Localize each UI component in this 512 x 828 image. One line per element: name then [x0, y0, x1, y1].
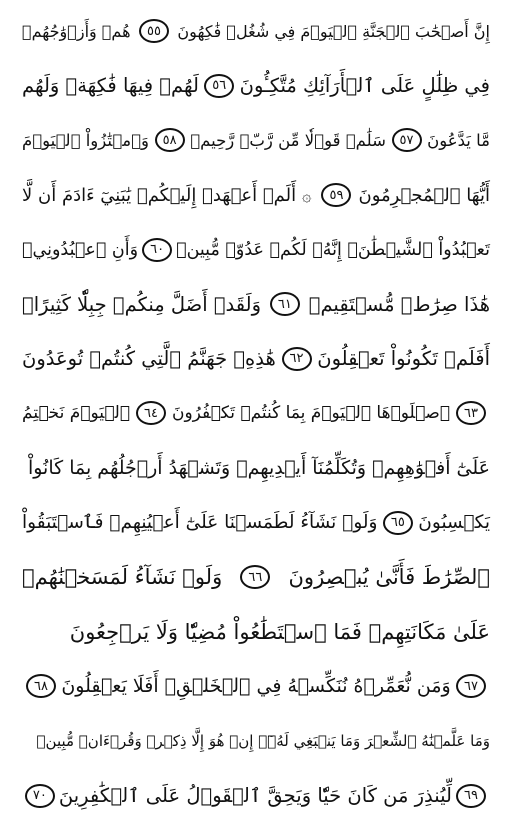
- verse-line: [22, 222, 490, 277]
- verse-line: [22, 768, 490, 823]
- verse-text: مَّا يَدَّعُونَ: [427, 130, 490, 150]
- verse-line: [22, 113, 490, 168]
- verse-text: وَلَوۡ نَشَآءُ لَطَمَسۡنَا عَلَىٰٓ أَعۡيُنِهِمۡ فَٱسۡتَبَقُواْ: [22, 512, 378, 534]
- verse-text: إِنَّ أَصۡحَٰبَ ٱلۡجَنَّةِ ٱلۡيَوۡمَ فِي شُغُلٖ فَٰكِهُونَ: [177, 21, 490, 41]
- verse-line: [22, 550, 490, 605]
- ayah-number-marker: ٦٩: [456, 784, 486, 808]
- verse-text: وَأَنِ ٱعۡبُدُونِيۚ: [22, 239, 139, 260]
- verse-text: يَكۡسِبُونَ: [418, 512, 490, 534]
- ayah-number-marker: ٦٥: [383, 511, 413, 535]
- verse-text: وَٱمۡتَٰزُواْ ٱلۡيَوۡمَ: [22, 130, 149, 150]
- ayah-number-marker: ٦٣: [456, 401, 486, 425]
- verse-text: عَلَىٰ مَكَانَتِهِمۡ فَمَا ٱسۡتَطَٰعُواْ مُضِيّٗا وَلَا يَرۡجِعُونَ: [69, 619, 490, 644]
- verse-text: لَهُمۡ فِيهَا فَٰكِهَةٞ وَلَهُم: [22, 74, 199, 98]
- verse-line: [22, 714, 490, 769]
- verse-text: ٱصۡلَوۡهَا ٱلۡيَوۡمَ بِمَا كُنتُمۡ تَكۡفُرُونَ: [171, 403, 451, 424]
- verse-line: [22, 277, 490, 332]
- verse-text: أَلَمۡ أَعۡهَدۡ إِلَيۡكُمۡ يَٰبَنِيٓ ءَادَمَ أَن لَّا: [22, 184, 297, 206]
- verse-line: [22, 332, 490, 387]
- verse-line: [22, 4, 490, 59]
- ayah-number-marker: ٥٥: [139, 19, 169, 43]
- ayah-number-marker: ٦١: [270, 292, 300, 316]
- verse-text: أَيُّهَا ٱلۡمُجۡرِمُونَ: [358, 184, 490, 206]
- ayah-number-marker: ٥٩: [321, 183, 351, 207]
- verse-text: وَمَا عَلَّمۡنَٰهُ ٱلشِّعۡرَ وَمَا يَنۢبَغِي لَهُۥٓۚ إِنۡ هُوَ إِلَّا ذِكۡرٞ وَقُرۡءَانٞ مُّبِينٞ: [36, 732, 490, 751]
- verse-text: وَمَن نُّعَمِّرۡهُ نُنَكِّسۡهُ فِي ٱلۡخَلۡقِۚ أَفَلَا يَعۡقِلُونَ: [61, 675, 451, 698]
- verse-text: فِي ظِلَٰلٍ عَلَى ٱلۡأَرَآئِكِ مُتَّكِـُٔونَ: [239, 74, 490, 98]
- ayah-number-marker: ٦٨: [26, 674, 56, 698]
- verse-text: هَٰذَا صِرَٰطٞ مُّسۡتَقِيمٞ: [308, 292, 490, 316]
- verse-line: [22, 59, 490, 114]
- verse-text: أَفَلَمۡ تَكُونُواْ تَعۡقِلُونَ: [317, 347, 490, 371]
- verse-line: [22, 386, 490, 441]
- verse-text: هُمۡ وَأَزۡوَٰجُهُمۡ: [22, 21, 131, 41]
- ayah-number-marker: ٦٢: [282, 347, 312, 371]
- verse-line: [22, 495, 490, 550]
- ayah-number-marker: ٦٠: [142, 238, 172, 262]
- ayah-number-marker: ٦٦: [240, 565, 270, 589]
- verse-line: [22, 441, 490, 496]
- verse-text: ٱلصِّرَٰطَ فَأَنَّىٰ يُبۡصِرُونَ: [288, 565, 490, 590]
- verse-text: وَلَوۡ نَشَآءُ لَمَسَخۡنَٰهُمۡ: [22, 565, 223, 590]
- ayah-number-marker: ٧٠: [25, 784, 55, 808]
- verse-line: [22, 168, 490, 223]
- verse-line: [22, 659, 490, 714]
- ayah-number-marker: ٦٧: [456, 674, 486, 698]
- verse-text: سَلَٰمٞ قَوۡلٗا مِّن رَّبّٖ رَّحِيمٖ: [190, 130, 386, 150]
- ayah-number-marker: ٥٨: [155, 128, 185, 152]
- ayah-number-marker: ٥٦: [204, 74, 234, 98]
- verse-text: ٱلۡيَوۡمَ نَخۡتِمُ: [22, 403, 130, 424]
- ayah-number-marker: ٦٤: [136, 401, 166, 425]
- verse-text: لِّيُنذِرَ مَن كَانَ حَيّٗا وَيَحِقَّ ٱلۡقَوۡلُ عَلَى ٱلۡكَٰفِرِينَ: [58, 784, 452, 808]
- verse-text: عَلَىٰٓ أَفۡوَٰهِهِمۡ وَتُكَلِّمُنَآ أَيۡدِيهِمۡ وَتَشۡهَدُ أَرۡجُلُهُم بِمَا كَانُواْ: [27, 457, 490, 480]
- verse-text: وَلَقَدۡ أَضَلَّ مِنكُمۡ جِبِلّٗا كَثِيرًاۖ: [22, 292, 261, 316]
- verse-text: هَٰذِهِۦ جَهَنَّمُ ٱلَّتِي كُنتُمۡ تُوعَدُونَ: [22, 347, 276, 371]
- verse-text: تَعۡبُدُواْ ٱلشَّيۡطَٰنَۖ إِنَّهُۥ لَكُمۡ عَدُوّٞ مُّبِينٞ: [176, 239, 490, 260]
- verse-line: [22, 605, 490, 660]
- ayah-number-marker: ٥٧: [392, 128, 422, 152]
- hizb-marker-icon: ۞: [302, 185, 312, 205]
